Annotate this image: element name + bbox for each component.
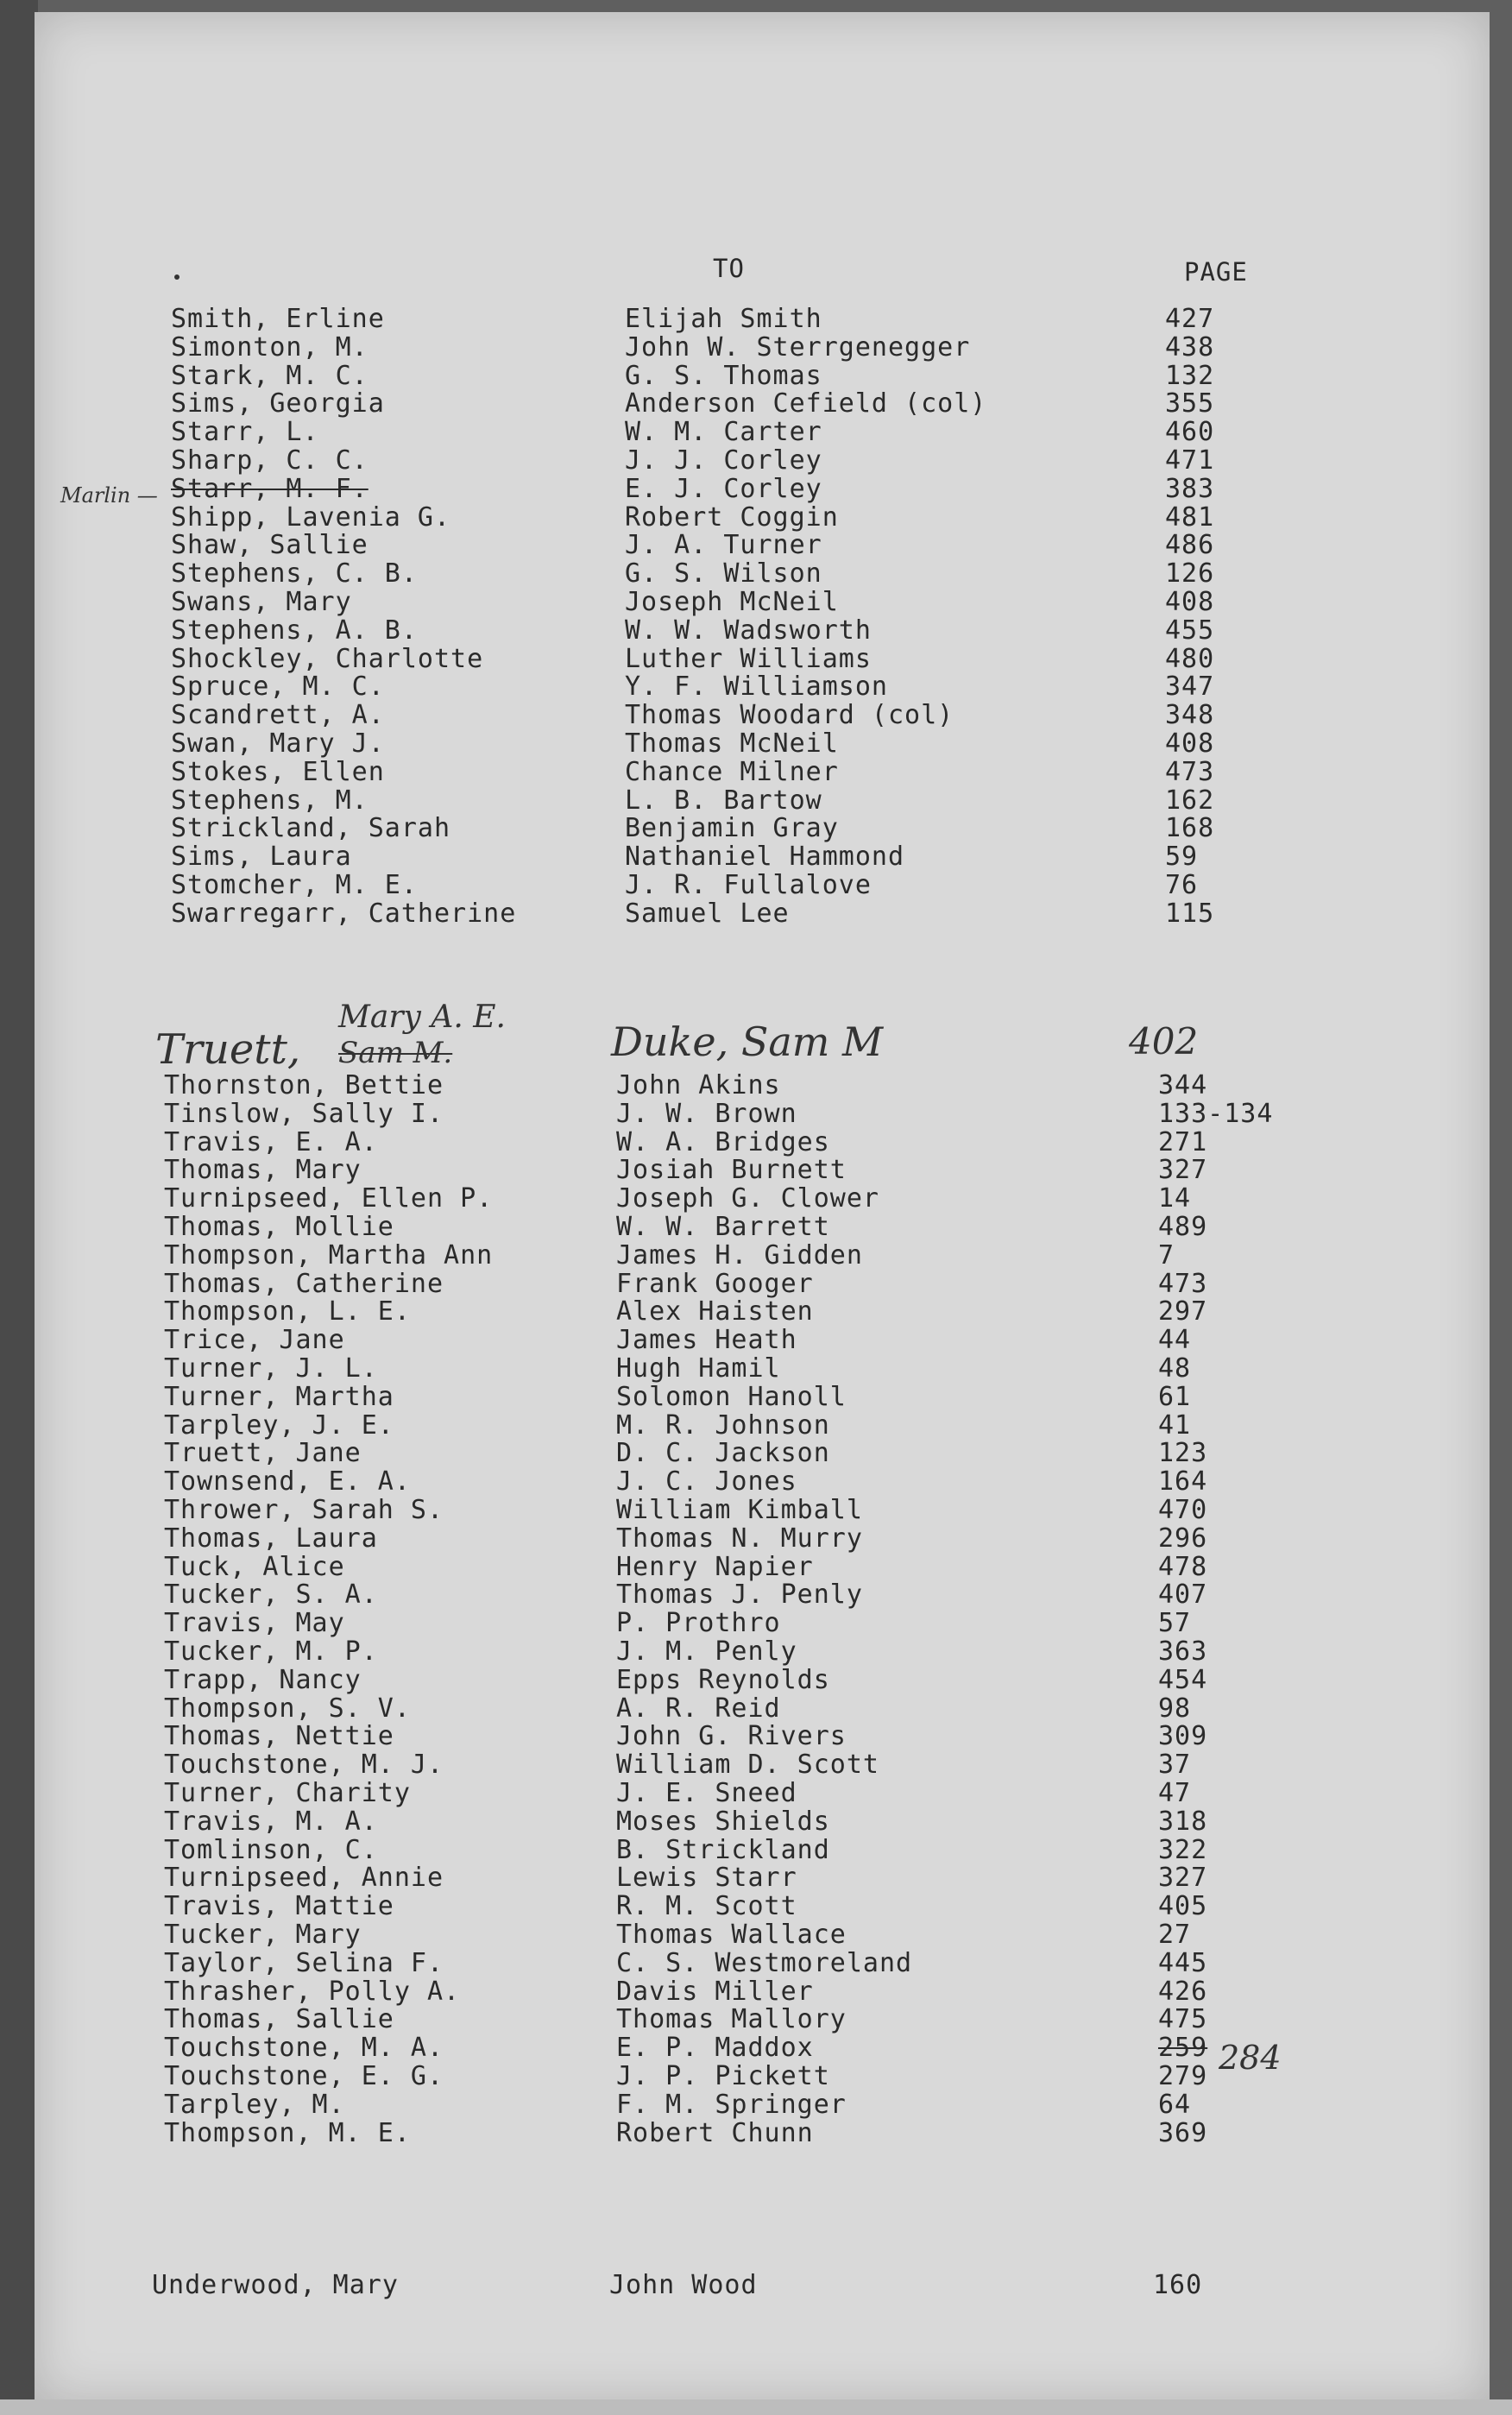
entry-page: 383 (1165, 473, 1215, 504)
entry-name: Thornston, Bettie (164, 1070, 444, 1100)
entry-name: Travis, M. A. (164, 1806, 378, 1837)
entry-name: Thomas, Nettie (164, 1721, 394, 1752)
entry-page: 408 (1165, 587, 1215, 617)
entry-page: 271 (1158, 1126, 1208, 1157)
entry-page: 347 (1165, 672, 1215, 703)
entry-name: Travis, E. A. (164, 1126, 378, 1157)
entry-name: Touchstone, M. A. (164, 2033, 444, 2064)
entry-to: William D. Scott (616, 1750, 879, 1781)
entry-to: F. M. Springer (616, 2089, 847, 2120)
entry-to: William Kimball (616, 1495, 863, 1525)
entry-name: Thomas, Sallie (164, 2004, 394, 2035)
entry-to: J. W. Brown (616, 1098, 797, 1129)
entry-name: Stephens, A. B. (171, 615, 418, 646)
entry-page: 480 (1165, 643, 1215, 674)
entry-to: J. M. Penly (616, 1636, 797, 1667)
entry-page: 123 (1158, 1438, 1208, 1469)
entry-to: John G. Rivers (616, 1721, 847, 1752)
entry-name: Thompson, S. V. (164, 1693, 411, 1724)
entry-name: Turnipseed, Ellen P. (164, 1183, 494, 1214)
entry-name: Turner, J. L. (164, 1353, 378, 1384)
entry-page: 27 (1158, 1920, 1192, 1950)
scan-left-edge (0, 0, 38, 2415)
entry-page: 322 (1158, 1834, 1208, 1865)
entry-page: 47 (1158, 1778, 1192, 1808)
to-column-header: TO (713, 254, 745, 283)
entry-name: Travis, Mattie (164, 1891, 394, 1922)
entry-to: John W. Sterrgenegger (625, 331, 971, 363)
entry-name: Shaw, Sallie (171, 530, 369, 561)
entry-name: Sims, Laura (171, 842, 352, 873)
entry-to: Anderson Cefield (col) (625, 388, 987, 419)
entry-page: 168 (1165, 813, 1215, 844)
entry-page: 44 (1158, 1325, 1192, 1356)
entry-name: Swarregarr, Catherine (171, 898, 517, 929)
entry-page: 160 (1153, 2270, 1203, 2300)
entry-to: Joseph G. Clower (616, 1183, 879, 1214)
entry-to: M. R. Johnson (616, 1409, 830, 1441)
entry-to: Thomas J. Penly (616, 1580, 863, 1611)
entry-page: 471 (1165, 445, 1215, 476)
entry-page: 296 (1158, 1523, 1208, 1554)
entry-name: Turnipseed, Annie (164, 1863, 444, 1894)
entry-name: Thomas, Laura (164, 1523, 378, 1554)
entry-name: Travis, May (164, 1608, 345, 1639)
entry-page: 37 (1158, 1750, 1192, 1781)
handwritten-given-name: Mary A. E. (338, 999, 506, 1035)
entry-page: 115 (1165, 898, 1215, 929)
entry-page: 59 (1165, 842, 1199, 873)
entry-to: Luther Williams (625, 643, 872, 674)
entry-page: 454 (1158, 1664, 1208, 1695)
entry-to: W. W. Barrett (616, 1212, 830, 1242)
entry-to: C. S. Westmoreland (616, 1947, 913, 1978)
entry-page: 162 (1165, 785, 1215, 816)
entry-name: Spruce, M. C. (171, 672, 385, 703)
entry-to: J. A. Turner (625, 530, 822, 561)
entry-to: E. P. Maddox (616, 2033, 814, 2064)
entry-page: 489 (1158, 1212, 1208, 1242)
entry-to: Thomas Wallace (616, 1920, 847, 1950)
entry-name: Shockley, Charlotte (171, 643, 484, 674)
entry-to: Epps Reynolds (616, 1664, 830, 1695)
entry-name: Sharp, C. C. (171, 445, 369, 476)
entry-name: Trapp, Nancy (164, 1664, 362, 1695)
entry-to: Henry Napier (616, 1551, 814, 1582)
entry-name: Strickland, Sarah (171, 813, 451, 844)
entry-to: G. S. Thomas (625, 360, 822, 391)
entry-to: B. Strickland (616, 1834, 830, 1865)
entry-page: 57 (1158, 1608, 1192, 1639)
entry-to: J. E. Sneed (616, 1778, 797, 1808)
entry-to: Nathaniel Hammond (625, 842, 905, 873)
entry-name: Turner, Martha (164, 1381, 394, 1412)
entry-page: 486 (1165, 530, 1215, 561)
entry-page: 407 (1158, 1580, 1208, 1611)
entry-name: Tuck, Alice (164, 1551, 345, 1582)
entry-page: 132 (1165, 360, 1215, 391)
entry-name: Thompson, Martha Ann (164, 1239, 494, 1271)
scan-bottom-edge (0, 2399, 1512, 2415)
entry-page: 126 (1165, 558, 1215, 590)
entry-name: Shipp, Lavenia G. (171, 501, 451, 533)
entry-name: Truett, Jane (164, 1438, 362, 1469)
entry-page: 76 (1165, 870, 1199, 900)
entry-name: Stokes, Ellen (171, 756, 385, 787)
entry-name: Thrasher, Polly A. (164, 1976, 461, 2007)
entry-name: Tarpley, J. E. (164, 1409, 394, 1441)
entry-page: 445 (1158, 1947, 1208, 1978)
entry-page: 426 (1158, 1976, 1208, 2007)
entry-name: Thompson, M. E. (164, 2117, 411, 2148)
entry-to: J. R. Fullalove (625, 870, 872, 900)
handwritten-page-402: 402 (1129, 1020, 1199, 1062)
entry-to: G. S. Wilson (625, 558, 822, 590)
entry-to: J. P. Pickett (616, 2061, 830, 2091)
entry-page: 41 (1158, 1409, 1192, 1441)
entry-to: Thomas N. Murry (616, 1523, 863, 1554)
entry-name: Stephens, C. B. (171, 558, 418, 590)
page-column-header: PAGE (1184, 257, 1248, 287)
entry-page: 455 (1165, 615, 1215, 646)
entry-to: Moses Shields (616, 1806, 830, 1837)
entry-page: 344 (1158, 1070, 1208, 1100)
entry-page: 164 (1158, 1466, 1208, 1498)
entry-to: W. A. Bridges (616, 1126, 830, 1157)
entry-name: Starr, M. F. (171, 473, 369, 504)
entry-name: Stephens, M. (171, 785, 369, 816)
entry-name: Thrower, Sarah S. (164, 1495, 444, 1525)
entry-to: R. M. Scott (616, 1891, 797, 1922)
entry-to: D. C. Jackson (616, 1438, 830, 1469)
entry-to: Josiah Burnett (616, 1155, 847, 1186)
entry-page: 427 (1165, 304, 1215, 334)
entry-page: 61 (1158, 1381, 1192, 1412)
entry-to: Samuel Lee (625, 898, 790, 929)
entry-to: John Wood (609, 2270, 758, 2300)
entry-name: Trice, Jane (164, 1325, 345, 1356)
handwritten-truett: Truett, (155, 1025, 301, 1074)
entry-page: 470 (1158, 1495, 1208, 1525)
entry-to: Alex Haisten (616, 1296, 814, 1327)
entry-page: 408 (1165, 728, 1215, 759)
entry-page: 327 (1158, 1155, 1208, 1186)
entry-to: James Heath (616, 1325, 797, 1356)
entry-name: Touchstone, M. J. (164, 1750, 444, 1781)
entry-name: Turner, Charity (164, 1778, 411, 1808)
entry-page: 369 (1158, 2117, 1208, 2148)
entry-to: Joseph McNeil (625, 587, 839, 617)
entry-page: 48 (1158, 1353, 1192, 1384)
entry-page: 355 (1165, 388, 1215, 419)
entry-page: 460 (1165, 417, 1215, 448)
entry-to: W. W. Wadsworth (625, 615, 872, 646)
entry-to: Frank Googer (616, 1268, 814, 1299)
entry-to: Y. F. Williamson (625, 672, 888, 703)
entry-name: Tucker, S. A. (164, 1580, 378, 1611)
entry-to: J. J. Corley (625, 445, 822, 476)
entry-page: 259 (1158, 2033, 1208, 2064)
entry-name: Swan, Mary J. (171, 728, 385, 759)
entry-to: P. Prothro (616, 1608, 781, 1639)
entry-to: J. C. Jones (616, 1466, 797, 1498)
margin-note: Marlin — (60, 483, 158, 508)
handwritten-duke: Duke, Sam M (611, 1018, 884, 1065)
entry-to: Hugh Hamil (616, 1353, 781, 1384)
entry-name: Stomcher, M. E. (171, 870, 418, 900)
entry-page: 98 (1158, 1693, 1192, 1724)
entry-name: Simonton, M. (171, 331, 369, 363)
entry-name: Starr, L. (171, 417, 319, 448)
entry-page: 478 (1158, 1551, 1208, 1582)
entry-name: Thompson, L. E. (164, 1296, 411, 1327)
entry-name: Tarpley, M. (164, 2089, 345, 2120)
entry-name: Swans, Mary (171, 587, 352, 617)
entry-to: Robert Chunn (616, 2117, 814, 2148)
entry-page: 309 (1158, 1721, 1208, 1752)
entry-name: Tomlinson, C. (164, 1834, 378, 1865)
entry-page: 473 (1165, 756, 1215, 787)
entry-to: Davis Miller (616, 1976, 814, 2007)
entry-to: Thomas Mallory (616, 2004, 847, 2035)
entry-to: Thomas Woodard (col) (625, 700, 954, 731)
entry-to: Chance Milner (625, 756, 839, 787)
entry-to: E. J. Corley (625, 473, 822, 504)
entry-page: 133-134 (1158, 1098, 1274, 1129)
entry-to: A. R. Reid (616, 1693, 781, 1724)
entry-page: 481 (1165, 501, 1215, 533)
entry-page: 64 (1158, 2089, 1192, 2120)
handwritten-page-284: 284 (1219, 2039, 1282, 2077)
entry-name: Underwood, Mary (152, 2270, 399, 2300)
entry-name: Townsend, E. A. (164, 1466, 411, 1498)
entry-to: John Akins (616, 1070, 781, 1100)
entry-name: Scandrett, A. (171, 700, 385, 731)
entry-name: Thomas, Mary (164, 1155, 362, 1186)
ink-dot (174, 274, 180, 280)
entry-page: 405 (1158, 1891, 1208, 1922)
entry-page: 348 (1165, 700, 1215, 731)
entry-name: Tucker, M. P. (164, 1636, 378, 1667)
entry-page: 363 (1158, 1636, 1208, 1667)
entry-name: Taylor, Selina F. (164, 1947, 444, 1978)
entry-to: W. M. Carter (625, 417, 822, 448)
entry-page: 475 (1158, 2004, 1208, 2035)
entry-to: L. B. Bartow (625, 785, 822, 816)
entry-page: 327 (1158, 1863, 1208, 1894)
entry-to: Thomas McNeil (625, 728, 839, 759)
entry-name: Touchstone, E. G. (164, 2061, 444, 2091)
entry-page: 279 (1158, 2061, 1208, 2091)
entry-to: Solomon Hanoll (616, 1381, 847, 1412)
entry-page: 297 (1158, 1296, 1208, 1327)
entry-name: Thomas, Mollie (164, 1212, 394, 1242)
entry-name: Tucker, Mary (164, 1920, 362, 1950)
entry-to: Elijah Smith (625, 304, 822, 334)
entry-page: 14 (1158, 1183, 1192, 1214)
entry-name: Sims, Georgia (171, 388, 385, 419)
entry-page: 318 (1158, 1806, 1208, 1837)
entry-name: Thomas, Catherine (164, 1268, 444, 1299)
entry-name: Smith, Erline (171, 304, 385, 334)
entry-page: 473 (1158, 1268, 1208, 1299)
entry-page: 438 (1165, 331, 1215, 363)
entry-name: Tinslow, Sally I. (164, 1098, 444, 1129)
entry-to: Benjamin Gray (625, 813, 839, 844)
entry-page: 7 (1158, 1239, 1175, 1271)
entry-to: James H. Gidden (616, 1239, 863, 1271)
handwritten-struck-name: Sam M. (338, 1036, 453, 1070)
entry-to: Lewis Starr (616, 1863, 797, 1894)
entry-name: Stark, M. C. (171, 360, 369, 391)
entry-to: Robert Coggin (625, 501, 839, 533)
